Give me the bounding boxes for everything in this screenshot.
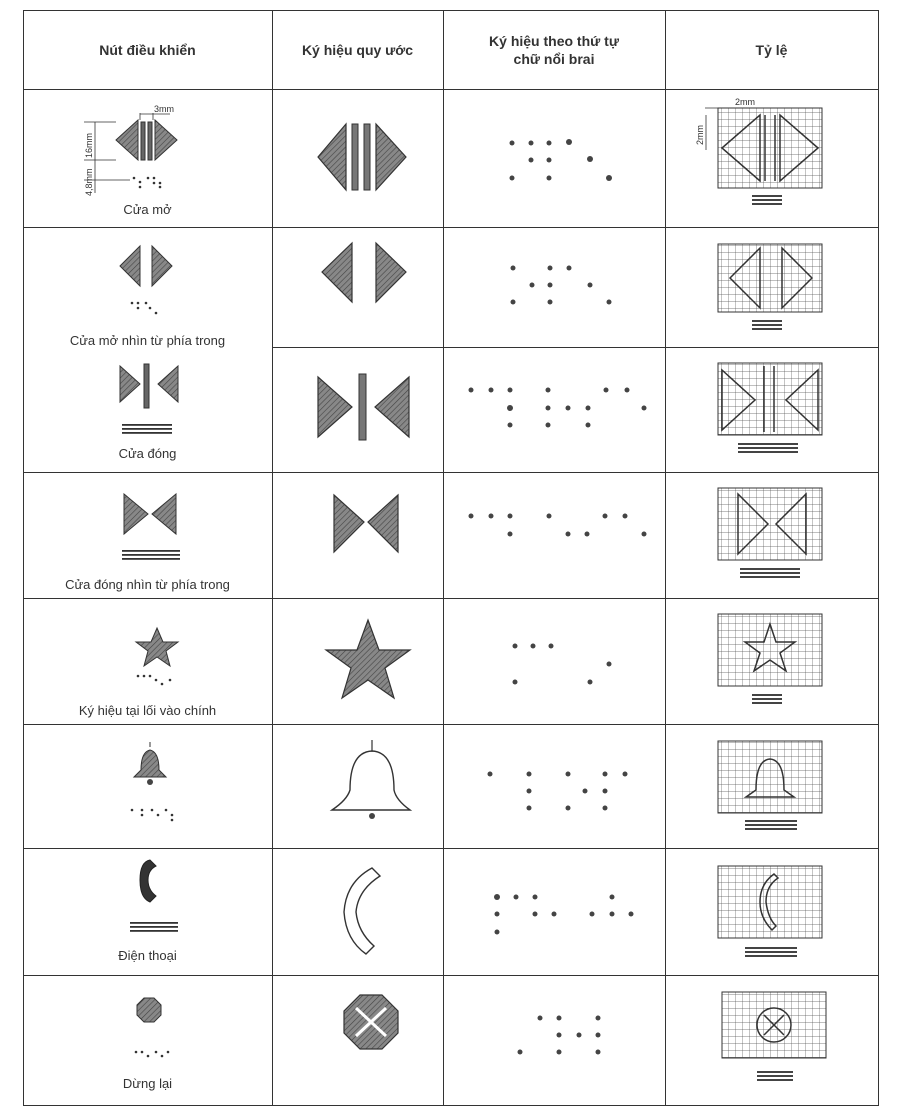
scale-braille-row — [752, 195, 782, 205]
dimension-16mm: 16mm — [84, 132, 94, 158]
caption-open-door-inside: Cửa mở nhìn từ phía trong — [69, 333, 226, 348]
grid-dimension-2mm-vertical: 2mm — [695, 125, 705, 145]
open-door-symbol — [318, 124, 406, 190]
braille-dots-open — [510, 139, 613, 181]
bell-icon — [134, 742, 166, 785]
open-door-inside-symbol — [322, 243, 406, 302]
scale-grid-close — [718, 363, 822, 435]
braille-dots-close-inside — [469, 514, 647, 537]
scale-grid-close-inside — [718, 488, 822, 560]
stop-symbol — [344, 995, 398, 1049]
braille-small — [133, 177, 162, 189]
scale-grid-star — [718, 614, 822, 686]
scale-braille-row — [740, 568, 800, 578]
braille-dots-bell — [488, 772, 628, 811]
dimension-3mm: 3mm — [154, 104, 174, 114]
header-label: chữ nổi brai — [513, 50, 595, 67]
close-door-arrows-icon — [120, 364, 178, 408]
phone-handset-icon — [140, 860, 156, 902]
braille-small — [131, 302, 158, 315]
close-door-symbol — [318, 374, 409, 440]
close-door-inside-symbol — [334, 495, 398, 552]
caption-stop: Dừng lại — [122, 1076, 173, 1091]
stop-octagon-icon — [137, 998, 161, 1022]
braille-dots-star — [513, 644, 612, 685]
header-label: Ký hiệu theo thứ tự — [489, 32, 619, 49]
braille-small — [135, 1051, 170, 1058]
scale-grid-open — [705, 108, 822, 188]
close-door-inside-icon — [124, 494, 176, 534]
phone-symbol — [344, 868, 380, 954]
braille-small — [130, 922, 178, 932]
caption-close-door: Cửa đóng — [118, 446, 177, 461]
braille-dots-open-inside — [511, 266, 612, 305]
scale-grid-stop — [722, 992, 826, 1058]
open-door-arrows-icon — [116, 120, 177, 160]
open-door-inside-icon — [120, 246, 172, 286]
header-label: Nút điều khiển — [99, 41, 196, 58]
braille-small — [122, 550, 180, 560]
braille-small — [137, 675, 172, 686]
grid-dimension-2mm: 2mm — [735, 97, 755, 107]
header-label: Tỷ lệ — [755, 41, 788, 58]
star-icon — [136, 628, 178, 666]
scale-grid-open-inside — [718, 244, 822, 312]
caption-open-door: Cửa mở — [123, 202, 172, 217]
caption-close-door-inside: Cửa đóng nhìn từ phía trong — [65, 577, 230, 592]
braille-dots-close — [469, 388, 647, 428]
header-label: Ký hiệu quy ước — [301, 41, 414, 58]
scale-braille-row — [752, 694, 782, 704]
scale-grid-phone — [718, 866, 822, 938]
scale-braille-row — [745, 947, 797, 957]
scale-braille-row — [752, 320, 782, 330]
braille-dots-phone — [494, 894, 634, 935]
braille-small — [122, 424, 172, 434]
dimension-4-8mm: 4,8mm — [84, 168, 94, 196]
braille-dots-stop — [518, 1016, 601, 1055]
scale-braille-row — [757, 1071, 793, 1081]
star-symbol — [326, 620, 410, 698]
scale-braille-row — [745, 820, 797, 830]
scale-braille-row — [738, 443, 798, 453]
braille-small — [131, 809, 174, 822]
scale-grid-bell — [718, 741, 822, 813]
bell-symbol — [332, 740, 410, 819]
caption-main-entrance: Ký hiệu tại lối vào chính — [78, 703, 217, 718]
caption-phone: Điện thoại — [118, 948, 177, 963]
